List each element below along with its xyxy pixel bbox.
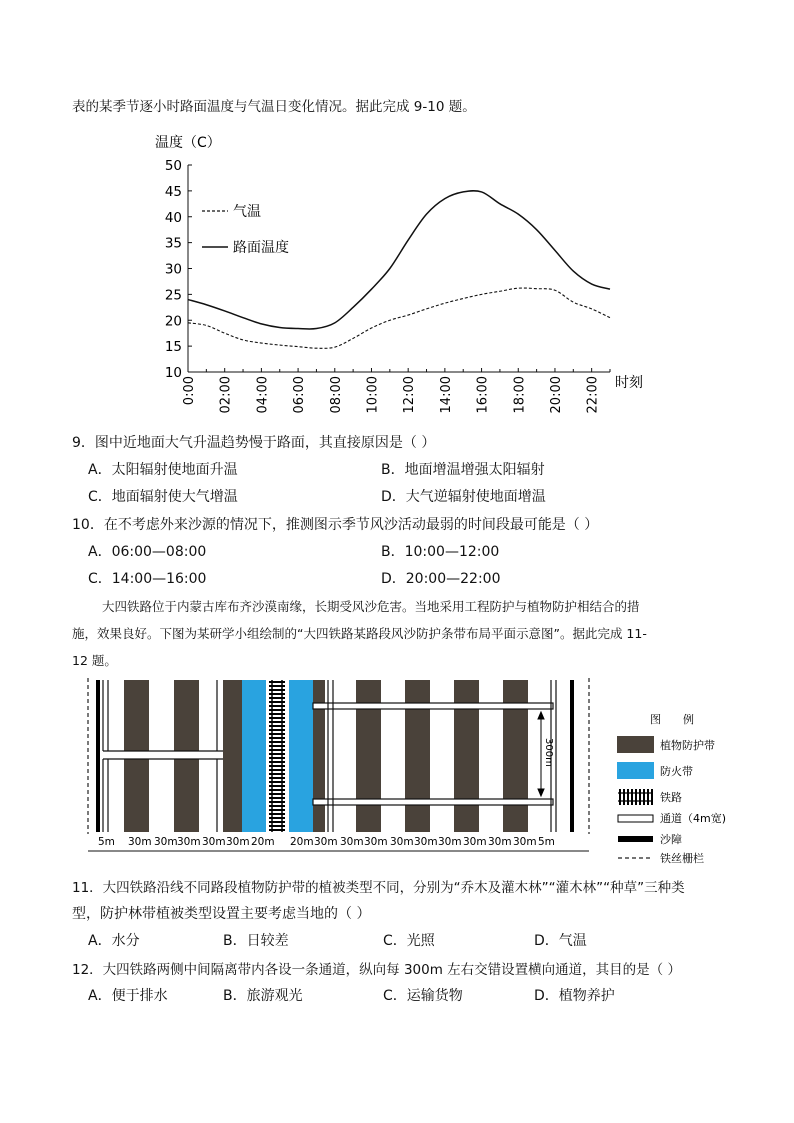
chart-y-axis-label: 温度（C） [155, 135, 221, 151]
intro-text: 表的某季节逐小时路面温度与气温日变化情况。据此完成 9-10 题。 [72, 99, 476, 115]
x-tick-label: 16:00 [475, 376, 491, 414]
x-tick-label: 20:00 [548, 376, 564, 414]
sand-barrier-left [96, 680, 100, 832]
x-tick-label: 06:00 [292, 376, 308, 414]
y-tick-label: 50 [164, 158, 182, 174]
fire-belt-right [289, 680, 313, 832]
x-tick-label: 10:00 [365, 376, 381, 414]
q9-option-c: C．地面辐射使大气增温 [88, 489, 238, 505]
y-tick-label: 40 [164, 209, 182, 226]
railway-track [269, 680, 285, 832]
legend-swatch-plant [617, 736, 654, 753]
legend-swatch-fire [617, 762, 654, 779]
legend-item-railway: 铁路 [660, 791, 682, 804]
y-tick-label: 15 [164, 339, 182, 356]
q10-option-d: D．20:00—22:00 [381, 571, 501, 587]
q9-option-d: D．大气逆辐射使地面增温 [381, 489, 546, 505]
y-tick-label: 35 [164, 235, 182, 252]
passage-line-1: 大四铁路位于内蒙古库布齐沙漠南缘，长期受风沙危害。当地采用工程防护与植物防护相结合的措 [102, 599, 640, 614]
passage-line-2: 施，效果良好。下图为某研学小组绘制的“大四铁路某路段风沙防护条带布局平面示意图”。据此完成 11- [72, 626, 647, 641]
diagram-legend [617, 712, 726, 865]
x-tick-label: 0:00 [182, 376, 197, 406]
chart-legend [202, 204, 289, 256]
q11-option-a: A．水分 [88, 933, 140, 949]
legend-title: 图 例 [650, 713, 694, 726]
legend-item-fire: 防火带 [660, 765, 693, 778]
legend-item-passage: 通道（4m宽) [660, 812, 727, 825]
legend-item-fence: 铁丝栅栏 [660, 852, 704, 865]
legend-swatch-passage [618, 815, 653, 822]
q12-option-d: D．植物养护 [534, 988, 615, 1004]
left-plant-strips [124, 680, 242, 832]
plant-strip [174, 759, 199, 832]
width-label: 30m [414, 836, 438, 848]
width-label: 5m [538, 836, 555, 848]
q9-option-a: A．太阳辐射使地面升温 [88, 462, 238, 478]
width-label: 30m [513, 836, 537, 848]
width-label: 30m [364, 836, 388, 848]
railway-layout-diagram [80, 672, 740, 868]
x-tick-label: 18:00 [512, 376, 528, 414]
legend-label-air-temp: 气温 [233, 204, 261, 220]
q12-option-a: A．便于排水 [88, 988, 168, 1004]
width-label: 20m [251, 836, 275, 848]
q9-option-b: B．地面增温增强太阳辐射 [381, 462, 545, 478]
chart-axes [188, 165, 610, 372]
width-label: 30m [202, 836, 226, 848]
y-tick-label: 20 [164, 313, 182, 330]
plant-strip [174, 680, 199, 751]
fire-belt-left [242, 680, 266, 832]
y-tick-label: 45 [164, 183, 182, 200]
width-label: 30m [128, 836, 152, 848]
legend-swatch-railway [618, 789, 653, 805]
plant-strip [124, 680, 149, 751]
question-9-stem: 9．图中近地面大气升温趋势慢于路面，其直接原因是（ ） [72, 435, 436, 451]
temperature-chart [140, 128, 660, 418]
x-tick-label: 02:00 [218, 376, 234, 414]
legend-label-road-temp: 路面温度 [233, 240, 289, 256]
width-label: 30m [463, 836, 487, 848]
q10-option-a: A．06:00—08:00 [88, 544, 207, 560]
width-label: 30m [488, 836, 512, 848]
question-10-stem: 10．在不考虑外来沙源的情况下，推测图示季节风沙活动最弱的时间段最可能是（ ） [72, 517, 599, 533]
plant-strip [223, 680, 242, 832]
legend-item-barrier: 沙障 [660, 833, 682, 846]
plant-strip [124, 759, 149, 832]
passage-line-3: 12 题。 [72, 653, 117, 668]
y-tick-label: 10 [164, 365, 182, 381]
width-label: 30m [438, 836, 462, 848]
chart-x-ticks [182, 368, 610, 413]
q10-option-c: C．14:00—16:00 [88, 571, 207, 587]
question-12-stem: 12．大四铁路两侧中间隔离带内各设一条通道，纵向每 300m 左右交错设置横向通道，其目的是（ ） [72, 962, 681, 978]
q11-option-c: C．光照 [383, 933, 435, 949]
q12-option-c: C．运输货物 [383, 988, 463, 1004]
width-label: 30m [314, 836, 338, 848]
x-tick-label: 04:00 [255, 376, 271, 414]
left-passages [103, 680, 223, 832]
width-label: 30m [226, 836, 250, 848]
question-11-stem-line-2: 型，防护林带植被类型设置主要考虑当地的（ ） [72, 906, 371, 922]
q10-option-b: B．10:00—12:00 [381, 544, 500, 560]
width-label: 30m [177, 836, 201, 848]
x-tick-label: 22:00 [585, 376, 601, 414]
question-11-stem-line-1: 11．大四铁路沿线不同路段植物防护带的植被类型不同，分别为“乔木及灌木林”“灌木林”“种草”三种类 [72, 880, 685, 896]
x-tick-label: 14:00 [438, 376, 454, 414]
distance-label-300m: 300m [543, 738, 554, 767]
legend-item-plant: 植物防护带 [660, 739, 715, 752]
width-label: 20m [290, 836, 314, 848]
width-label: 30m [390, 836, 414, 848]
sand-barrier-right [570, 680, 574, 832]
x-tick-label: 12:00 [402, 376, 418, 414]
x-tick-label: 08:00 [328, 376, 344, 414]
series-line-air-temp [188, 288, 610, 348]
q12-option-b: B．旅游观光 [223, 988, 303, 1004]
width-label: 30m [340, 836, 364, 848]
width-label: 30m [154, 836, 178, 848]
y-tick-label: 30 [164, 261, 182, 278]
width-labels-right [290, 836, 555, 848]
width-label: 5m [98, 836, 115, 848]
y-tick-label: 25 [164, 287, 182, 304]
q11-option-b: B．日较差 [223, 933, 289, 949]
legend-swatch-barrier [618, 836, 653, 842]
chart-x-axis-label: 时刻 [615, 375, 643, 391]
q11-option-d: D．气温 [534, 933, 587, 949]
